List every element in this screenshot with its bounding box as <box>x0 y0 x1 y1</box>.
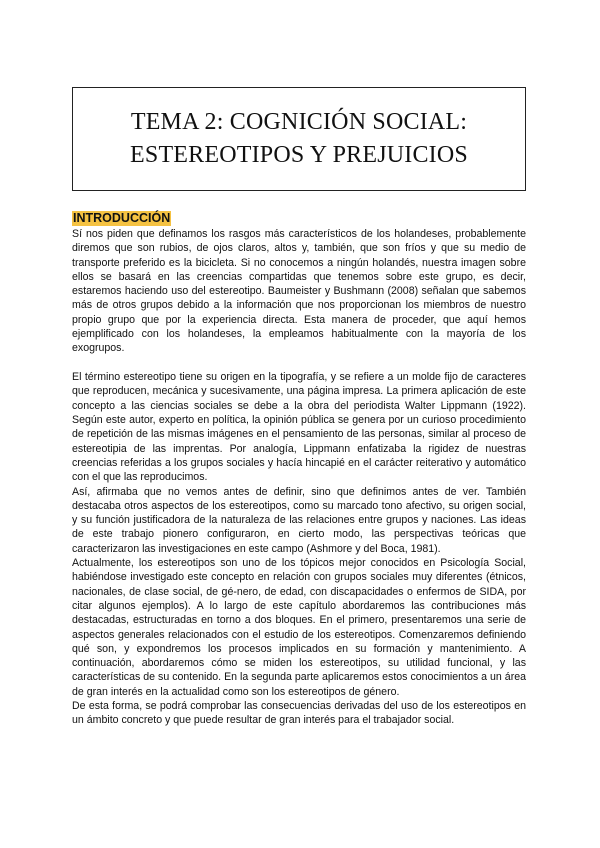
document-title-line-1: TEMA 2: COGNICIÓN SOCIAL: <box>130 109 468 135</box>
paragraph-spacer <box>72 356 526 371</box>
paragraph-4: Actualmente, los estereotipos son uno de los tópicos mejor conocidos en Psicología Social, habiéndose investigado este concepto en relación con grupos sociales muy diferentes (étnicos, nacionales, de clase social, de gé-nero, de edad, con discapacidades o enfermos de SIDA, por citar algunos ejemplos). A lo largo de este capítulo abordaremos las contribuciones más destacadas, estructuradas en torno a dos bloques. En el primero, presentaremos una serie de aspectos generales relacionados con el estudio de los estereotipos. Comenzaremos definiendo qué son, y expondremos los procesos implicados en su formación y mantenimiento. A continuación, abordaremos cómo se miden los estereotipos, su utilidad funcional, y las características de su contenido. En la segunda parte aplicaremos estos conocimientos a un área de gran interés en la actualidad como son los estereotipos de género. <box>72 557 526 698</box>
document-title-line-2: ESTEREOTIPOS Y PREJUICIOS <box>130 142 468 168</box>
section-heading: INTRODUCCIÓN <box>73 211 171 225</box>
title-box <box>72 87 526 191</box>
paragraph-3: Así, afirmaba que no vemos antes de definir, sino que definimos antes de ver. También destacaba otros aspectos de los estereotipos, como su marcado tono afectivo, su origen social, y su función justificadora de la naturaleza de las relaciones entre grupos y naciones. Las ideas de este trabajo pionero configuraron, en cierto modo, las perspectivas teóricas que caracterizaron las investigaciones en este campo (Ashmore y del Boca, 1981). <box>72 485 526 555</box>
document-body <box>72 209 526 728</box>
paragraph-1: Sí nos piden que definamos los rasgos más característicos de los holandeses, probablemente diremos que son rubios, de ojos claros, altos y, también, que son fríos y que su medio de transporte preferido es la bicicleta. Si no conocemos a ningún holandés, nuestra imagen sobre ellos se basará en las creencias compartidas que tenemos sobre este grupo, es decir, estaremos haciendo uso del estereotipo. Baumeister y Bushmann (2008) señalan que sabemos más de otros grupos debido a la información que nos proporcionan los miembros de nuestro propio grupo que por la experiencia directa. Esta manera de proceder, que aquí hemos ejemplificado con los holandeses, la empleamos habitualmente con la mayoría de los exogrupos. <box>72 228 526 355</box>
paragraph-2: El término estereotipo tiene su origen en la tipografía, y se refiere a un molde fijo de caracteres que reproducen, mecánica y sucesivamente, una página impresa. La primera aplicación de este concepto a las ciencias sociales se debe a la obra del periodista Walter Lippmann (1922). Según este autor, experto en política, la opinión pública se genera por un curioso procedimiento de repetición de las mismas imágenes en el pensamiento de las personas, similar al proceso de estereotipia de las imprentas. Por analogía, Lippmann enfatizaba la rigidez de nuestras creencias referidas a los grupos sociales y hacía hincapié en el carácter reiterativo y automático con el que las reproducimos. <box>72 371 526 484</box>
paragraph-5: De esta forma, se podrá comprobar las consecuencias derivadas del uso de los estereotipos en un ámbito concreto y que puede resultar de gran interés para el trabajador social. <box>72 700 526 727</box>
